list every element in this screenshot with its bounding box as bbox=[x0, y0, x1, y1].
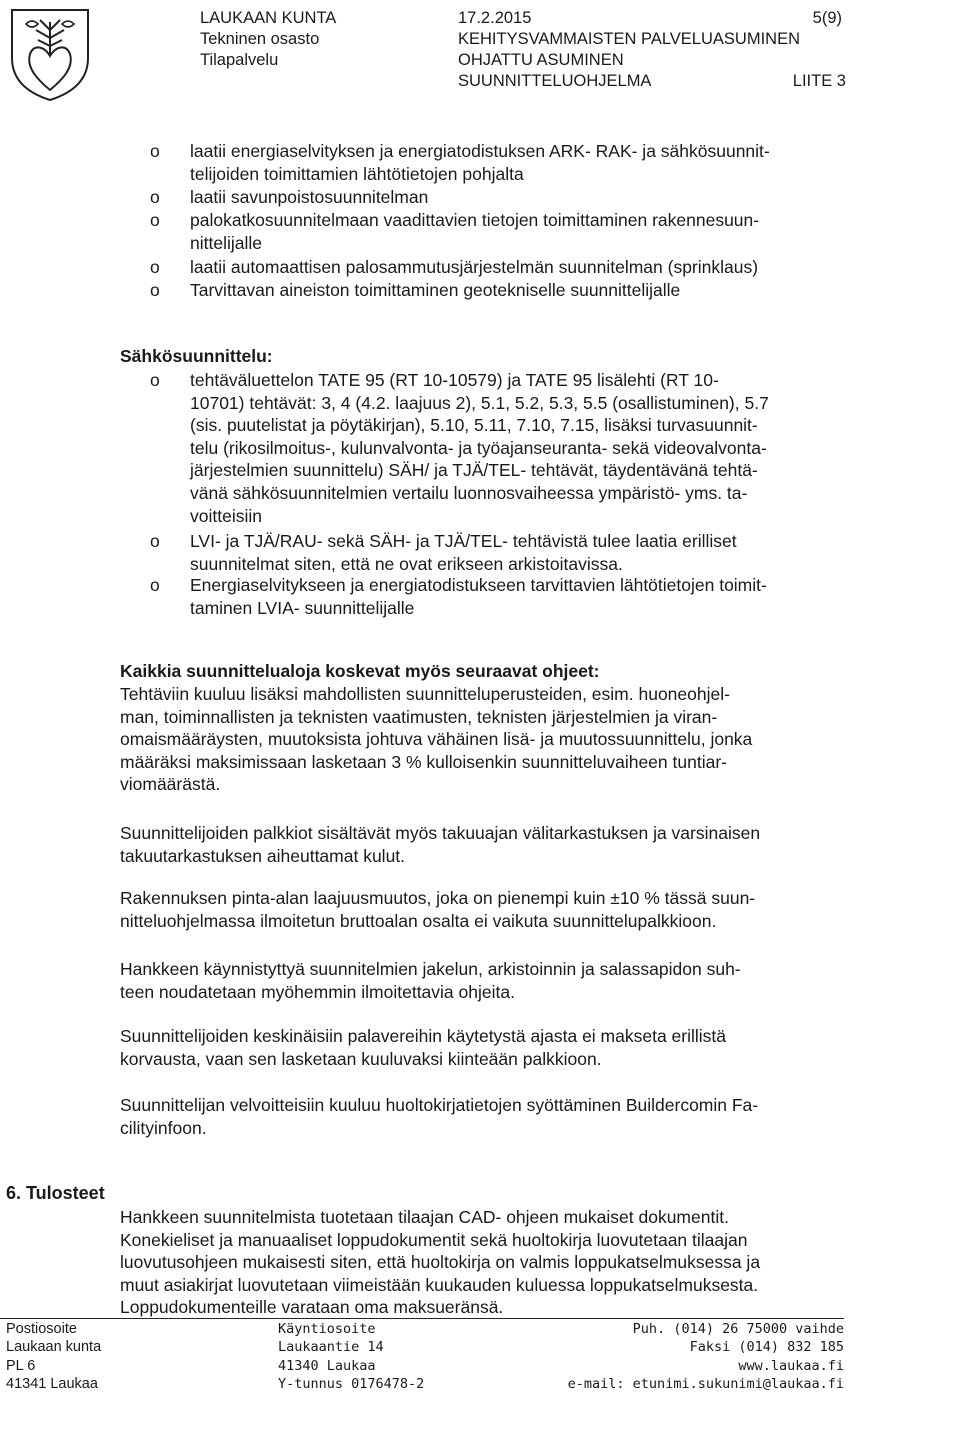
header-organization bbox=[200, 8, 336, 71]
list-item: Tarvittavan aineiston toimittaminen geotekniselle suunnittelijalle bbox=[190, 280, 681, 300]
municipal-crest-logo bbox=[8, 6, 92, 102]
header-org-line: Tilapalvelu bbox=[200, 51, 279, 69]
paragraph: Suunnittelijoiden keskinäisiin palavereihin käytetystä ajasta ei makseta erillistä korvausta, vaan sen lasketaan kuuluvaksi kiinteään palkkioon. bbox=[120, 1026, 727, 1069]
paragraph: Tehtäviin kuuluu lisäksi mahdollisten suunnitteluperusteiden, esim. huoneohjel- man, toiminnallisten ja teknisten vaatimusten, teknisten järjestelmien ja viran- omaismääräysten, muutoksista johtuva vähäinen lisä- ja muutossuunnittelu, jonka määräksi maksimissaan lasketaan 3 % kulloisenkin suunnitteluvaiheen tuntiar- viomäärästä. bbox=[120, 684, 753, 795]
footer-divider bbox=[0, 1318, 844, 1319]
footer-line: Käyntiosoite bbox=[278, 1321, 376, 1337]
bullet-marker: o bbox=[150, 141, 160, 161]
header-org-line: Tekninen osasto bbox=[200, 30, 320, 48]
header-doc-line: OHJATTU ASUMINEN bbox=[458, 51, 624, 69]
bullet-marker: o bbox=[150, 210, 160, 230]
bullet-marker: o bbox=[150, 257, 160, 277]
header-doc-line: SUUNNITTELUOHJELMA bbox=[458, 72, 652, 90]
footer-line: PL 6 bbox=[6, 1357, 36, 1374]
footer-contact bbox=[568, 1320, 844, 1394]
header-document-info bbox=[458, 8, 800, 92]
footer-fax: Faksi (014) 832 185 bbox=[689, 1339, 844, 1356]
list-item: palokatkosuunnitelmaan vaadittavien tietojen toimittaminen rakennesuun- nittelijalle bbox=[190, 210, 760, 253]
list-item: Energiaselvitykseen ja energiatodistukseen tarvittavien lähtötietojen toimit- taminen LVIA- suunnittelijalle bbox=[190, 575, 767, 618]
footer-phone: Puh. (014) 26 75000 vaihde bbox=[632, 1321, 844, 1337]
section-heading-electrical: Sähkösuunnittelu: bbox=[120, 346, 273, 366]
footer-visiting-address bbox=[278, 1320, 424, 1394]
bullet-marker: o bbox=[150, 575, 160, 595]
paragraph: Suunnittelijoiden palkkiot sisältävät myös takuuajan välitarkastuksen ja varsinaisen takuutarkastuksen aiheuttamat kulut. bbox=[120, 823, 761, 866]
section-heading-general: Kaikkia suunnittelualoja koskevat myös seuraavat ohjeet: bbox=[120, 661, 600, 681]
footer-email-link[interactable]: e-mail: etunimi.sukunimi@laukaa.fi bbox=[567, 1376, 844, 1393]
attachment-label: LIITE 3 bbox=[792, 72, 846, 90]
list-item: laatii automaattisen palosammutusjärjestelmän suunnitelman (sprinklaus) bbox=[190, 257, 759, 277]
list-item: laatii energiaselvityksen ja energiatodistuksen ARK- RAK- ja sähkösuunnit- telijoiden toimittamien lähtötietojen pohjalta bbox=[190, 141, 770, 184]
list-item: tehtäväluettelon TATE 95 (RT 10-10579) ja TATE 95 lisälehti (RT 10- 10701) tehtävät: 3, 4 (4.2. laajuus 2), 5.1, 5.2, 5.3, 5.5 (osallistuminen), 5.7 (sis. puutelistat ja pöytäkirjan), 5.10, 5.11, 7.10, 7.15, lisäksi turvasuunnit- telu (rikosilmoitus-, kulunvalvonta- ja työajanseuranta- sekä videovalvonta- järjestelmien suunnittelu) SÄH/ ja TJÄ/TEL- tehtävät, täydentävänä tehtä- vänä sähkösuunnitelmien vertailu luonnosvaiheessa ympäristö- yms. ta- voitteisiin bbox=[190, 370, 769, 526]
bullet-marker: o bbox=[150, 280, 160, 300]
paragraph: Hankkeen käynnistyttyä suunnitelmien jakelun, arkistoinnin ja salassapidon suh- teen noudatetaan myöhemmin ilmoitettavia ohjeita. bbox=[120, 959, 741, 1002]
footer-line: 41341 Laukaa bbox=[6, 1376, 98, 1393]
header-doc-line: KEHITYSVAMMAISTEN PALVELUASUMINEN bbox=[458, 30, 800, 48]
paragraph: Rakennuksen pinta-alan laajuusmuutos, joka on pienempi kuin ±10 % tässä suun- nitteluohjelmassa ilmoitetun bruttoalan osalta ei vaikuta suunnittelupalkkioon. bbox=[120, 888, 756, 931]
list-item: LVI- ja TJÄ/RAU- sekä SÄH- ja TJÄ/TEL- tehtävistä tulee laatia erilliset suunnitelmat siten, että ne ovat erikseen arkistoitavissa. bbox=[190, 531, 737, 574]
footer-line: Y-tunnus 0176478-2 bbox=[278, 1376, 425, 1393]
bullet-marker: o bbox=[150, 531, 160, 551]
paragraph: Hankkeen suunnitelmista tuotetaan tilaajan CAD- ohjeen mukaiset dokumentit. Konekieliset ja manuaaliset loppudokumentit sekä huoltokirja luovutetaan tilaajan luovutusohjeen mukaisesti siten, että huoltokirja on valmis loppukatselmuksessa ja muut asiakirjat luovutetaan viimeistään kuukauden kuluessa loppukatselmuksesta. Loppudokumenteille varataan oma maksueränsä. bbox=[120, 1207, 761, 1318]
page-number: 5(9) bbox=[812, 9, 842, 27]
header-date: 17.2.2015 bbox=[458, 9, 532, 27]
footer-website-link[interactable]: www.laukaa.fi bbox=[738, 1357, 844, 1374]
footer-line: Laukaan kunta bbox=[6, 1339, 102, 1356]
footer-line: Postiosoite bbox=[6, 1321, 77, 1337]
footer-line: 41340 Laukaa bbox=[278, 1357, 376, 1374]
bullet-marker: o bbox=[150, 370, 160, 390]
paragraph: Suunnittelijan velvoitteisiin kuuluu huoltokirjatietojen syöttäminen Buildercomin Fa- cilityinfoon. bbox=[120, 1095, 759, 1138]
bullet-marker: o bbox=[150, 187, 160, 207]
footer-postal-address bbox=[6, 1320, 101, 1394]
footer-line: Laukaantie 14 bbox=[278, 1339, 384, 1356]
list-item: laatii savunpoistosuunnitelman bbox=[190, 187, 429, 207]
section-heading-outputs: 6. Tulosteet bbox=[6, 1183, 105, 1203]
header-org-line: LAUKAAN KUNTA bbox=[200, 9, 337, 27]
